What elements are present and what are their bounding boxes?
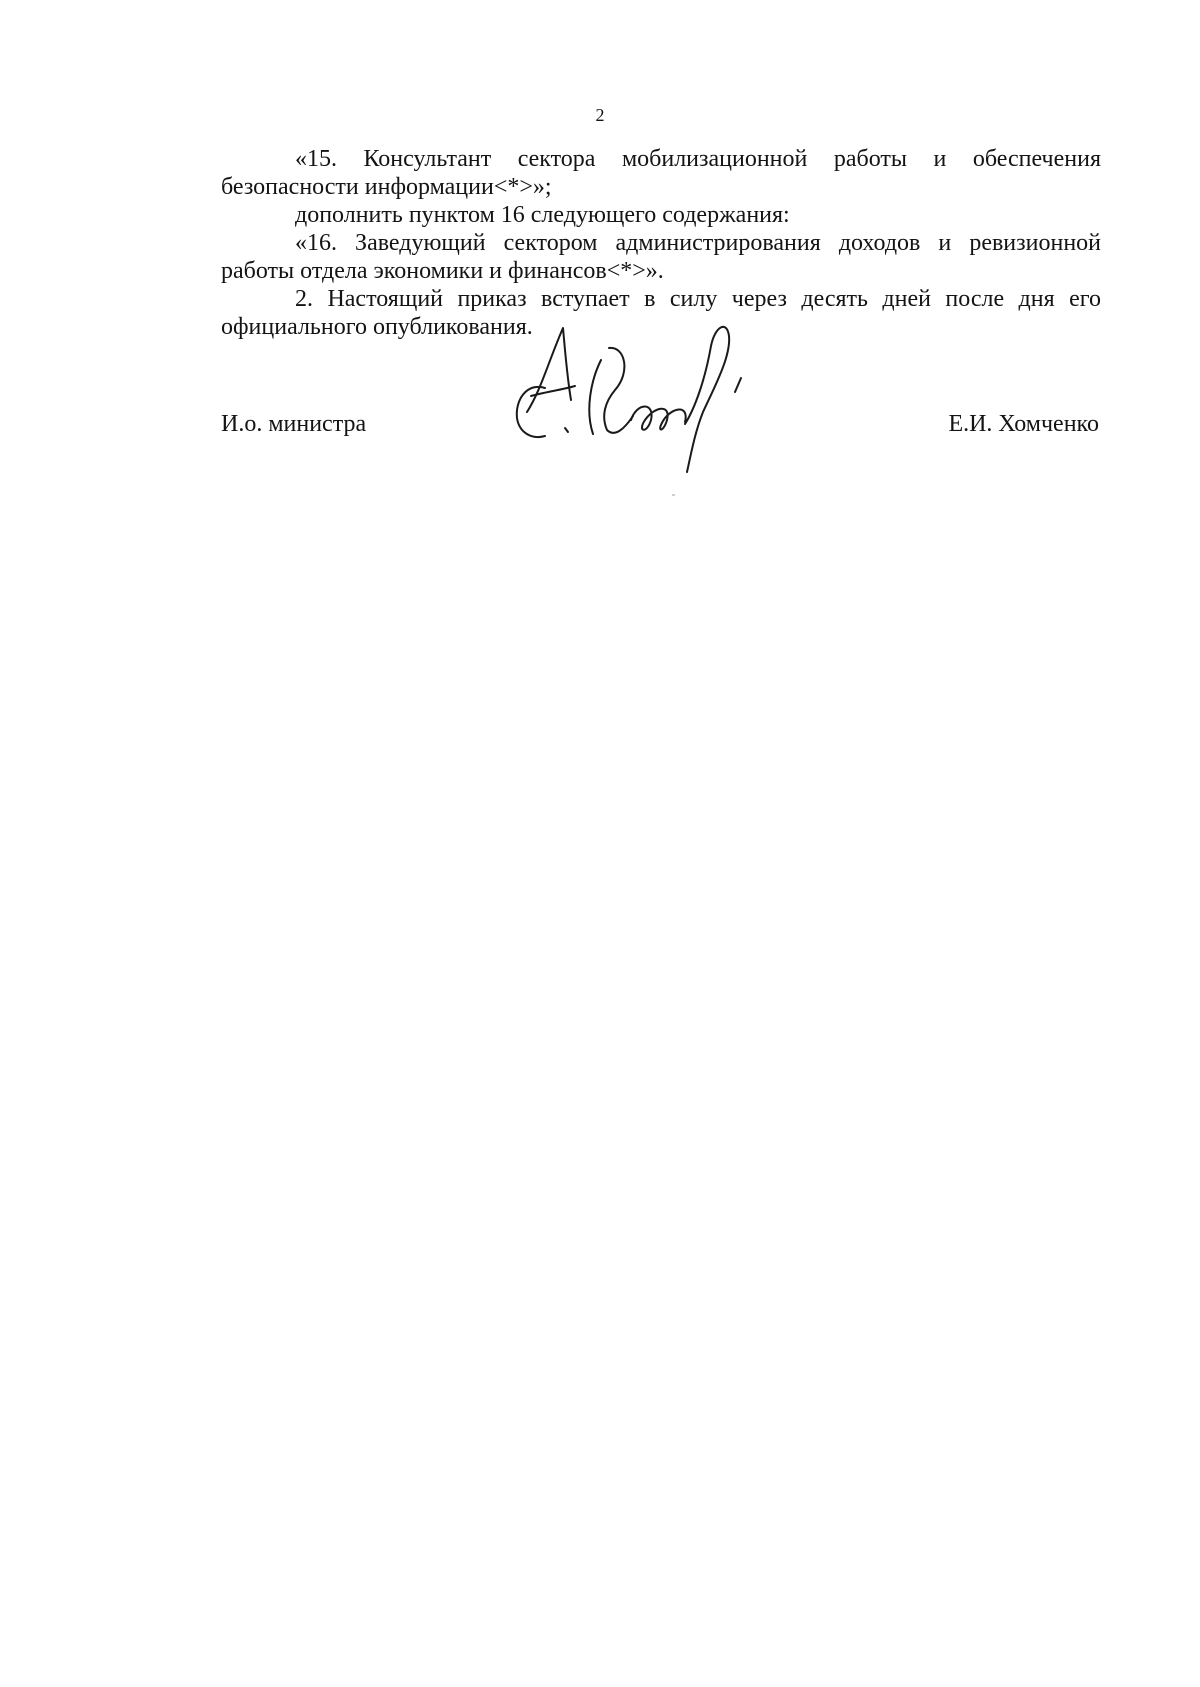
document-body — [221, 145, 1101, 341]
scan-speck — [672, 494, 675, 496]
paragraph-item-15: «15. Консультант сектора мобилизационной работы и обеспечения безопасности информации<*>»; — [221, 146, 1101, 200]
signatory-name: Е.И. Хомченко — [948, 411, 1099, 437]
page-number: 2 — [595, 105, 605, 125]
paragraph-effective-date: 2. Настоящий приказ вступает в силу через десять дней после дня его официального опубликования. — [221, 286, 1101, 340]
signatory-position: И.о. министра — [221, 411, 367, 437]
handwritten-signature-icon — [505, 320, 775, 480]
paragraph-add-item-16: дополнить пунктом 16 следующего содержания: — [295, 202, 790, 228]
paragraph-item-16: «16. Заведующий сектором администрирования доходов и ревизионной работы отдела экономики и финансов<*>». — [221, 230, 1101, 284]
